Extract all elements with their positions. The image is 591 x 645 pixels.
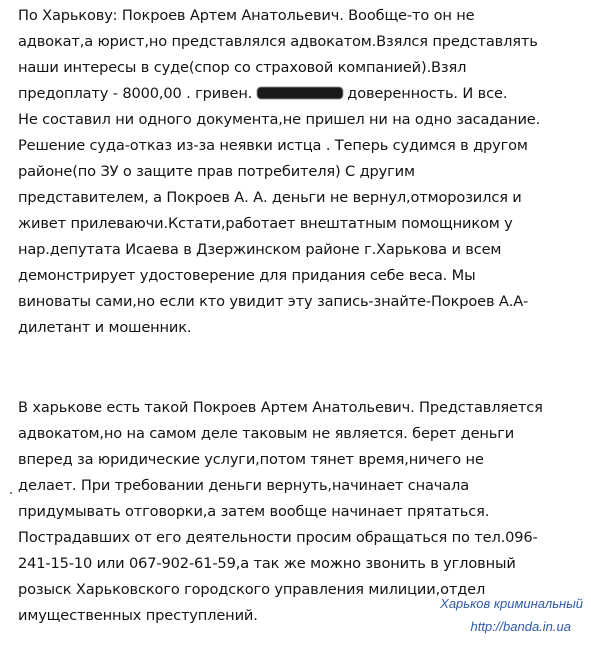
watermark-site-name: Харьков криминальный (440, 596, 583, 611)
watermark-site-url: http://banda.in.ua (470, 619, 571, 634)
text-line: адвокат,а юрист,но представлялся адвокатом.Взялся представлять (18, 33, 538, 50)
text-line: демонстрирует удостоверение для придания себе веса. Мы (18, 267, 476, 284)
complaint-paragraph-2 (18, 395, 580, 629)
text-line: 241-15-10 или 067-902-61-59,а так же можно звонить в угловный (18, 555, 516, 572)
text-line: районе(по ЗУ о защите прав потребителя) С другим (18, 163, 415, 180)
complaint-paragraph-1 (18, 3, 580, 341)
text-line: По Харькову: Покроев Артем Анатольевич. Вообще-то он не (18, 7, 475, 24)
text-line: Решение суда-отказ из-за неявки истца . Теперь судимся в другом (18, 137, 528, 154)
text-line: придумывать отговорки,а затем вообще начинает прятаться. (18, 503, 490, 520)
text-line: Пострадавших от его деятельности просим обращаться по тел.096- (18, 529, 538, 546)
text-line: В харькове есть такой Покроев Артем Анатольевич. Представляется (18, 399, 543, 416)
scan-speck (10, 492, 12, 494)
text-line: представителем, а Покроев А. А. деньги не вернул,отморозился и (18, 189, 522, 206)
redaction-mark (257, 87, 343, 99)
text-segment: предоплату - 8000,00 . гривен. (18, 85, 253, 102)
text-line: адвокатом,но на самом деле таковым не является. берет деньги (18, 425, 515, 442)
text-line: живет прилеваючи.Кстати,работает внештатным помощником у (18, 215, 513, 232)
text-line: делает. При требовании деньги вернуть,начинает сначала (18, 477, 470, 494)
text-segment: доверенность. И все. (347, 85, 508, 102)
text-line: имущественных преступлений. (18, 607, 258, 624)
text-line-with-redaction (18, 81, 580, 107)
text-line: наши интересы в суде(спор со страховой компанией).Взял (18, 59, 467, 76)
text-line: дилетант и мошенник. (18, 319, 192, 336)
text-line: виноваты сами,но если кто увидит эту запись-знайте-Покроев А.А- (18, 293, 529, 310)
text-line: Не составил ни одного документа,не пришел ни на одно засадание. (18, 111, 541, 128)
text-line: розыск Харьковского городского управления милиции,отдел (18, 581, 486, 598)
text-line: нар.депутата Исаева в Дзержинском районе г.Харькова и всем (18, 241, 502, 258)
text-line: вперед за юридические услуги,потом тянет время,ничего не (18, 451, 484, 468)
